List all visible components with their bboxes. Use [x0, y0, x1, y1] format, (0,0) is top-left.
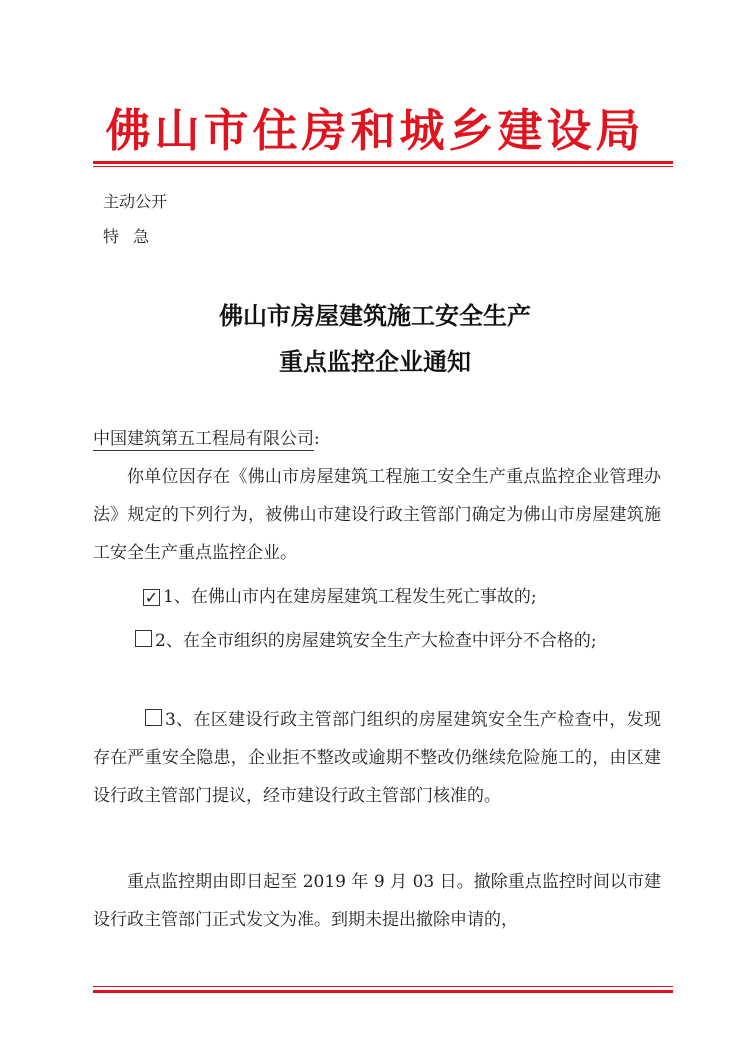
list-item-text: 3、在区建设行政主管部门组织的房屋建筑安全生产检查中，发现存在严重安全隐患，企业拒不整改或逾期不整改仍继续危险施工的，由区建设行政主管部门提议，经市建设行政主管部门核准的。 — [93, 710, 661, 806]
addressee-colon: : — [314, 429, 320, 449]
monitoring-period-paragraph: 重点监控期由即日起至 2019 年 9 月 03 日。撤除重点监控时间以市建设行政主管部门正式发文为准。到期未提出撤除申请的， — [93, 872, 661, 930]
list-item — [93, 622, 661, 660]
checkbox-checked[interactable]: ✓ — [144, 588, 159, 607]
list-item — [93, 701, 661, 815]
disclosure-label: 主动公开 — [103, 192, 168, 211]
list-item — [93, 578, 661, 616]
checkbox-unchecked[interactable] — [145, 709, 162, 726]
addressee — [93, 424, 320, 449]
red-rule-bottom-thick — [93, 990, 673, 993]
checkbox-unchecked[interactable] — [135, 630, 152, 647]
red-rule-top-thin — [93, 166, 673, 167]
list-item-text: 2、在全市组织的房屋建筑安全生产大检查中评分不合格的; — [155, 631, 597, 651]
document-title-line-2: 重点监控企业通知 — [279, 347, 471, 376]
intro-paragraph: 你单位因存在《佛山市房屋建筑工程施工安全生产重点监控企业管理办法》规定的下列行为，被佛山市建设行政主管部门确定为佛山市房屋建筑施工安全生产重点监控企业。 — [93, 467, 661, 563]
document-title-line-1: 佛山市房屋建筑施工安全生产 — [219, 301, 531, 330]
list-item-text: 1、在佛山市内在建房屋建筑工程发生死亡事故的; — [163, 587, 537, 607]
urgency-label: 特急 — [103, 227, 164, 246]
agency-header: 佛山市住房和城乡建设局 — [105, 104, 645, 157]
red-rule-top-thick — [93, 161, 673, 164]
addressee-name: 中国建筑第五工程局有限公司 — [93, 429, 314, 449]
red-rule-bottom-thin — [93, 986, 673, 987]
